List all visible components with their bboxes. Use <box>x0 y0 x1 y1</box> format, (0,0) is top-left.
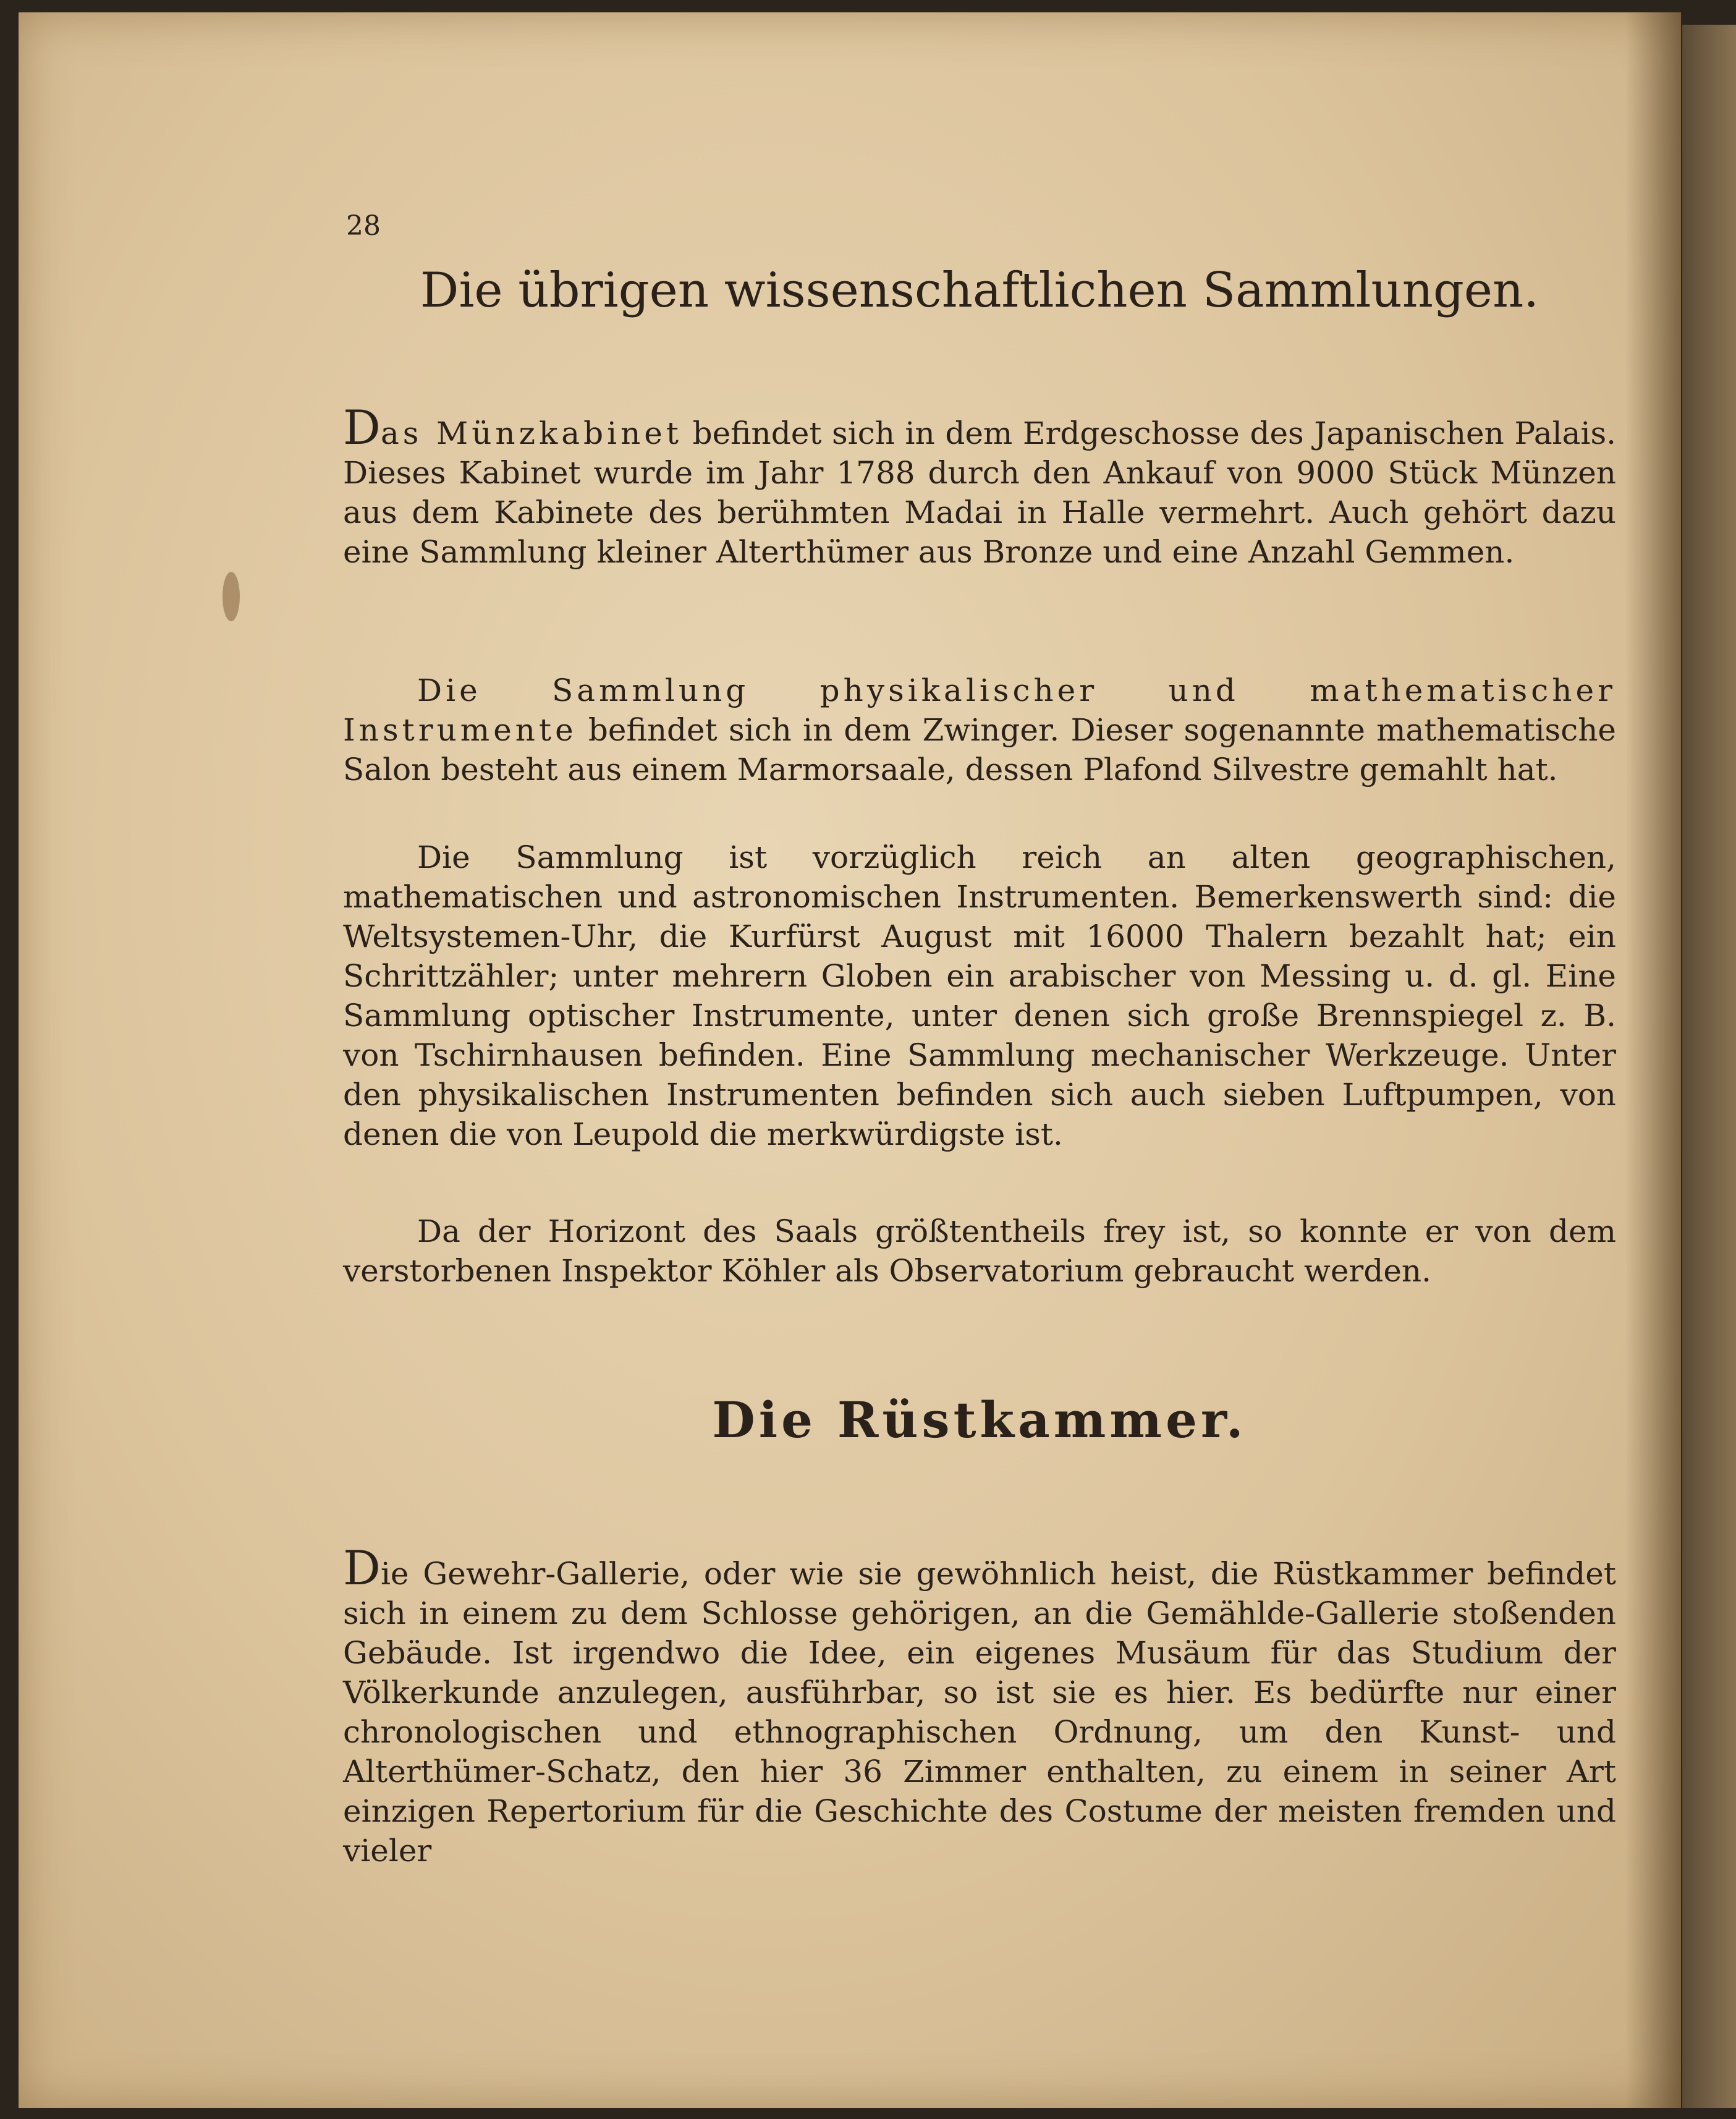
ink-stain <box>222 572 240 621</box>
paragraph-text: befindet sich in dem Erdgeschosse des Japanischen Palais. Dieses Kabinet wurde im Jahr 1788 durch den Ankauf von 9000 Stück Münzen aus dem Kabinete des berühmten Madai in Halle vermehrt. Auch gehört dazu eine Sammlung kleiner Alterthümer aus Bronze und eine Anzahl Gemmen. <box>343 415 1617 570</box>
paragraph-muenzkabinet <box>343 400 1617 572</box>
drop-initial: D <box>343 1540 381 1595</box>
adjacent-page-edge <box>1682 25 1736 2108</box>
paragraph-instrumente <box>343 671 1616 789</box>
section-heading-collections: Die übrigen wissenschaftlichen Sammlungen. <box>420 263 1539 318</box>
page-gutter-shadow <box>1625 12 1681 2108</box>
paragraph-text: ie Gewehr-Gallerie, oder wie sie gewöhnlich heist, die Rüstkammer befindet sich in einem zu dem Schlosse gehörigen, an die Gemählde-Gallerie stoßenden Gebäude. Ist irgendwo die Idee, ein eigenes Musäum für das Studium der Völkerkunde anzulegen, ausführbar, so ist sie es hier. Es bedürfte nur einer chronologischen und ethnographischen Ordnung, um den Kunst- und Alterthümer-Schatz, den hier 36 Zimmer enthalten, zu einem in seiner Art einzigen Repertorium für die Geschichte des Costume der meisten fremden und vieler <box>343 1556 1616 1869</box>
spaced-term: as Münzkabinet <box>380 415 682 451</box>
drop-initial: D <box>343 400 381 455</box>
paragraph-gewehr-gallerie <box>343 1540 1616 1871</box>
paragraph-text: befindet sich in dem Zwinger. Dieser sogenannte mathematische Salon besteht aus einem Marmorsaale, dessen Plafond Silvestre gemahlt hat. <box>343 712 1616 788</box>
paragraph-sammlung <box>343 838 1616 1154</box>
paragraph-text: Die Sammlung ist vorzüglich reich an alten geographischen, mathematischen und astronomischen Instrumenten. Bemerkenswerth sind: die Weltsystemen-Uhr, die Kurfürst August mit 16000 Thalern bezahlt hat; ein Schrittzähler; unter mehrern Globen ein arabischer von Messing u. d. gl. Eine Sammlung optischer Instrumente, unter denen sich große Brennspiegel z. B. von Tschirnhausen befinden. Eine Sammlung mechanischer Werkzeuge. Unter den physikalischen Instrumenten befinden sich auch sieben Luftpumpen, von denen die von Leupold die merkwürdigste ist. <box>343 839 1616 1152</box>
paragraph-horizont <box>343 1212 1616 1291</box>
page-number: 28 <box>346 210 381 242</box>
section-heading-ruestkammer: Die Rüstkammer. <box>712 1391 1247 1449</box>
spaced-term: Die Sammlung physikalischer und mathematischer Instrumente <box>343 673 1616 748</box>
paragraph-text: Da der Horizont des Saals größtentheils frey ist, so konnte er von dem verstorbenen Inspektor Köhler als Observatorium gebraucht werden. <box>343 1213 1616 1289</box>
